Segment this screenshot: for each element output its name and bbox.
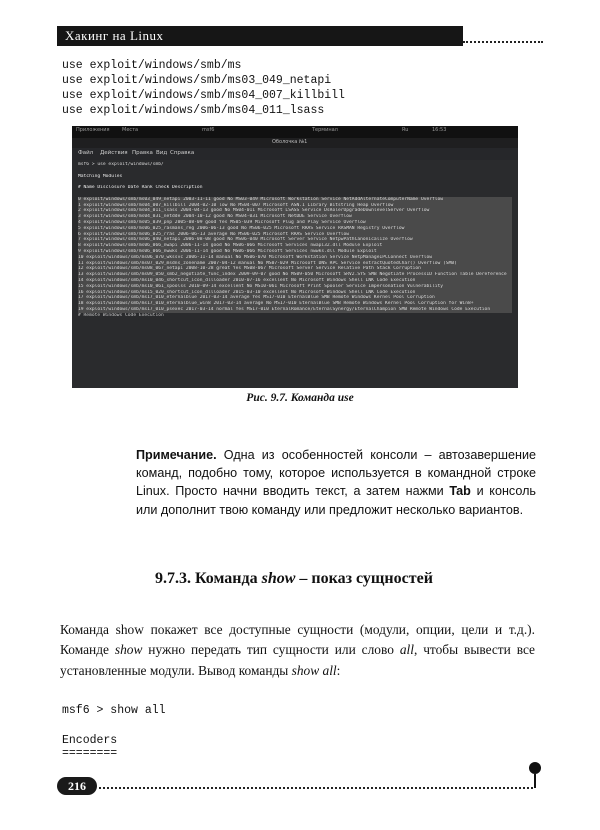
terminal-row: 15 exploit/windows/smb/ms10_061_spoolss 2010-09-14 excellent No MS10-061 Microsoft Print Spooler Service Impersonation Vulnerability bbox=[78, 284, 512, 290]
terminal-row: 12 exploit/windows/smb/ms08_067_netapi 2008-10-28 great Yes MS08-067 Microsoft Server Service Relative Path Stack Corruption bbox=[78, 266, 512, 272]
panel-task-terminal: Терминал bbox=[312, 127, 338, 133]
menu-help: Справка bbox=[170, 150, 195, 156]
panel-apps-label: Приложения bbox=[76, 127, 110, 133]
terminal-heading: Matching Modules bbox=[78, 173, 123, 179]
terminal-row: 10 exploit/windows/smb/ms06_070_wkssvc 2006-11-14 manual No MS06-070 Microsoft Workstation Service NetpManageIPCConnect Overflow bbox=[78, 255, 512, 261]
terminal-row: 9 exploit/windows/smb/ms06_066_nwwks 2006-11-14 good No MS06-066 Microsoft Services nwwks.dll Module Exploit bbox=[78, 249, 512, 255]
footer-dotted-rule bbox=[99, 787, 533, 789]
terminal-row: 8 exploit/windows/smb/ms06_066_nwapi 2006-11-14 good No MS06-066 Microsoft Services nwapi32.dll Module Exploit bbox=[78, 243, 512, 249]
menu-file: Файл bbox=[78, 150, 94, 156]
terminal-prompt-line: msf6 > use exploit/windows/smb/ bbox=[78, 162, 164, 167]
terminal-row: 6 exploit/windows/smb/ms06_025_rras 2006-06-13 average No MS06-025 Microsoft RRAS Service Overflow bbox=[78, 232, 512, 238]
footer-ornament-stem bbox=[534, 774, 536, 788]
terminal-row: 14 exploit/windows/smb/ms10_046_shortcut_icon_dllloader 2010-07-16 excellent No Microsoft Windows Shell LNK Code Execution bbox=[78, 278, 512, 284]
terminal-row: 1 exploit/windows/smb/ms04_007_killbill 2004-02-10 low No MS04-007 Microsoft ASN.1 Library Bitstring Heap Overflow bbox=[78, 203, 512, 209]
figure-caption: Рис. 9.7. Команда use bbox=[246, 392, 354, 404]
terminal-row: 3 exploit/windows/smb/ms04_031_netdde 2004-10-12 good No MS04-031 Microsoft NetDDE Service Overflow bbox=[78, 214, 512, 220]
note-label: Примечание. bbox=[136, 448, 217, 462]
menu-edit: Правка bbox=[132, 150, 153, 156]
menu-actions: Действия bbox=[100, 150, 128, 156]
code-encoders-underline: ======== bbox=[62, 747, 118, 760]
footer-ornament bbox=[529, 762, 541, 774]
terminal-row: 18 exploit/windows/smb/ms17_010_eternalblue_win8 2017-03-14 average No MS17-010 EternalBlue SMB Remote Windows Kernel Pool Corruption for Win8+ bbox=[78, 301, 512, 307]
code-line-2: use exploit/windows/smb/ms03_049_netapi bbox=[62, 74, 332, 87]
header-dotted-rule bbox=[463, 41, 543, 43]
terminal-row: 17 exploit/windows/smb/ms17_010_eternalblue 2017-03-14 average Yes MS17-010 EternalBlue SMB Remote Windows Kernel Pool Corruption bbox=[78, 295, 512, 301]
body-keyword-all: all bbox=[399, 642, 414, 658]
body-paragraph bbox=[60, 620, 535, 681]
code-encoders-heading: Encoders bbox=[62, 734, 118, 747]
section-heading bbox=[155, 570, 433, 588]
panel-task-msf: msf6 bbox=[202, 127, 215, 133]
note-paragraph bbox=[136, 446, 536, 519]
terminal-menubar bbox=[72, 148, 518, 160]
terminal-row: 19 exploit/windows/smb/ms17_010_psexec 2017-03-14 normal Yes MS17-010 EternalRomance/EternalSynergy/EternalChampion SMB Remote Windows Code Execution bbox=[78, 307, 512, 313]
terminal-row: 16 exploit/windows/smb/ms15_020_shortcut_icon_dllloader 2015-03-10 excellent No Microsoft Windows Shell LNK Code Execution bbox=[78, 290, 512, 296]
terminal-row: 7 exploit/windows/smb/ms06_040_netapi 2006-08-08 good No MS06-040 Microsoft Server Service NetpwPathCanonicalize Overflow bbox=[78, 237, 512, 243]
body-keyword-show: show bbox=[114, 642, 143, 658]
body-text-1: Команда show покажет все доступные сущности (модули, опции, цели и т.д.). Команде bbox=[60, 622, 535, 658]
terminal-screenshot-figure bbox=[72, 126, 518, 388]
body-text-4: : bbox=[336, 662, 341, 678]
terminal-row: 5 exploit/windows/smb/ms06_025_rasmans_reg 2006-06-13 good No MS06-025 Microsoft RRAS Service RASMAN Registry Overflow bbox=[78, 226, 512, 232]
body-text-2: нужно передать тип сущности или слово bbox=[142, 642, 400, 658]
menu-view: Вид bbox=[156, 150, 168, 156]
terminal-footer-line: # Remote Windows Code Execution bbox=[78, 312, 164, 318]
section-keyword: show bbox=[261, 570, 296, 587]
terminal-row: 2 exploit/windows/smb/ms04_011_lsass 2004-04-13 good No MS04-011 Microsoft LSASS Service DsRolerUpgradeDownlevelServer Overflow bbox=[78, 208, 512, 214]
code-show-all-cmd: msf6 > show all bbox=[62, 704, 166, 717]
terminal-output bbox=[78, 162, 512, 384]
note-text-2: и консоль или дополнит твою команду или предложит несколько вариантов. bbox=[136, 484, 536, 517]
panel-places-label: Места bbox=[122, 127, 139, 133]
note-key: Tab bbox=[449, 484, 471, 499]
panel-clock: 16:53 bbox=[432, 127, 447, 133]
section-number: 9.7.3. Команда bbox=[155, 570, 262, 587]
body-keyword-show-all: show all bbox=[291, 662, 337, 678]
terminal-window-title: Оболочка №1 bbox=[272, 139, 308, 145]
terminal-row: 4 exploit/windows/smb/ms05_039_pnp 2005-08-09 good Yes MS05-039 Microsoft Plug and Play Service Overflow bbox=[78, 220, 512, 226]
section-rest: – показ сущностей bbox=[295, 570, 433, 587]
terminal-row: 11 exploit/windows/smb/ms07_029_msdns_zonename 2007-04-12 manual No MS07-029 Microsoft DNS RPC Service extractQuotedChar() Overflow (SMB) bbox=[78, 261, 512, 267]
body-text-3: , чтобы вывести все установленные модули. Вывод команды bbox=[60, 642, 536, 678]
code-line-4: use exploit/windows/smb/ms04_011_lsass bbox=[62, 104, 325, 117]
terminal-window-titlebar bbox=[72, 138, 518, 148]
code-line-1: use exploit/windows/smb/ms bbox=[62, 59, 242, 72]
note-text-1: Одна из особенностей консоли – автозавершение команд, подобно тому, которое используется в командной строке Linux. Просто начни вводить текст, а затем нажми bbox=[136, 448, 536, 499]
panel-lang: Ru bbox=[402, 127, 409, 133]
terminal-row: 13 exploit/windows/smb/ms09_050_smb2_negotiate_func_index 2009-09-07 good No MS09-050 Microsoft SRV2.SYS SMB Negotiate ProcessID Function Table Dereference bbox=[78, 272, 512, 278]
terminal-columns: # Name Disclosure Date Rank Check Description bbox=[78, 185, 203, 191]
code-line-3: use exploit/windows/smb/ms04_007_killbill bbox=[62, 89, 345, 102]
desktop-top-panel bbox=[72, 126, 518, 138]
running-header-title: Хакинг на Linux bbox=[65, 28, 164, 43]
terminal-row: 0 exploit/windows/smb/ms03_049_netapi 2003-11-11 good No MS03-049 Microsoft Workstation Service NetAddAlternateComputerName Overflow bbox=[78, 197, 512, 203]
page-number: 216 bbox=[57, 777, 97, 795]
